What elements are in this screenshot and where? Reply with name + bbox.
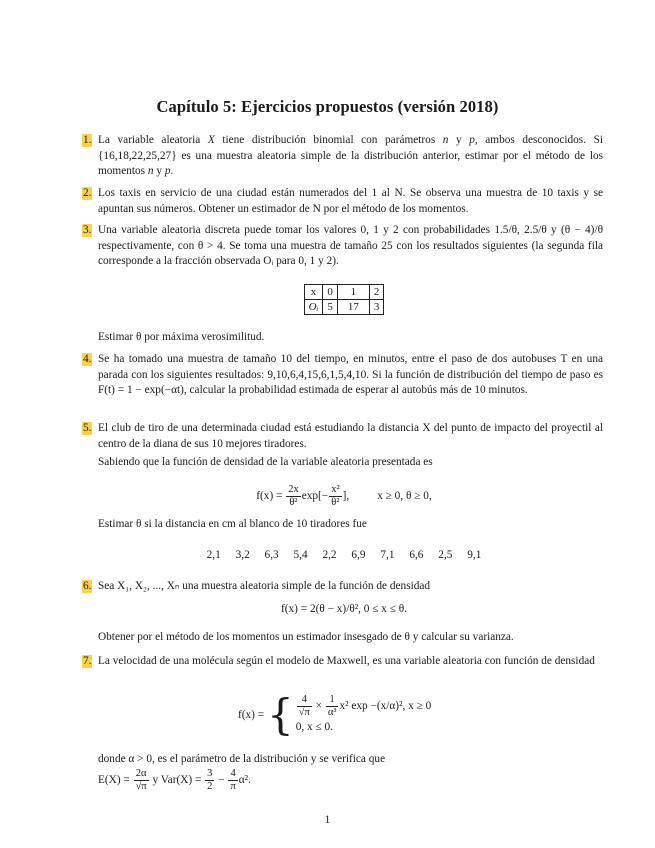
- table-row: [304, 285, 384, 300]
- exercise-number: 7.: [83, 655, 92, 667]
- exercise-6-question: Obtener por el método de los momentos un estimador insesgado de θ y calcular su varianza.: [98, 631, 514, 643]
- exercise-text: Se ha tomado una muestra de tamaño 10 del tiempo, en minutos, entre el paso de dos autobuses T en una parada con los siguientes resultados: 9,10,6,4,15,6,1,5,4,10. Si la función de distribución del tiempo de paso es F(t) = 1 − exp(−αt), calcular la probabilidad estimada de esperar al autobús más de 10 minutos.: [98, 353, 603, 397]
- table-row: [304, 300, 384, 315]
- exercise-2: [85, 186, 603, 217]
- exercise-number: 4.: [83, 353, 92, 365]
- data-value: 2,2: [322, 549, 337, 561]
- exercise-4: [85, 352, 603, 399]
- exercise-7: [85, 654, 603, 670]
- data-value: 6,3: [264, 549, 279, 561]
- page-number: 1: [324, 814, 331, 826]
- exercise-text: El club de tiro de una determinada ciudad está estudiando la distancia X del punto de impacto del proyectil al centro de la diana de sus 10 mejores tiradores.: [98, 422, 603, 450]
- data-value: 7,1: [380, 549, 395, 561]
- exercise-number: 5.: [83, 422, 92, 434]
- exercise-5-question: Estimar θ si la distancia en cm al blanco de 10 tiradores fue: [98, 518, 367, 530]
- exercise-3: [85, 223, 603, 270]
- density-formula-6: f(x) = 2(θ − x)/θ², 0 ≤ x ≤ θ.: [280, 603, 408, 615]
- table-cell: Oᵢ: [304, 300, 323, 315]
- exercise-text: Los taxis en servicio de una ciudad están numerados del 1 al N. Se observa una muestra de 10 taxis y se apuntan sus números. Obtener un estimador de N por el método de los momentos.: [98, 187, 603, 215]
- exercise-text: La velocidad de una molécula según el modelo de Maxwell, es una variable aleatoria con función de densidad: [98, 655, 595, 667]
- left-brace: {: [266, 690, 294, 739]
- data-value: 3,2: [235, 549, 250, 561]
- exercise-6: [85, 579, 603, 595]
- exercise-text: Una variable aleatoria discreta puede tomar los valores 0, 1 y 2 con probabilidades 1.5/θ, 2.5/θ y (θ − 4)/θ respectivamente, con θ > 4. Se toma una muestra de tamaño 25 con los resultados siguientes (la segunda fila corresponde a la fracción observada Oᵢ para 0, 1 y 2).: [98, 224, 603, 268]
- data-value: 9,1: [467, 549, 482, 561]
- data-value: 2,1: [206, 549, 221, 561]
- moments-formula: E(X) = $\frac{2\alpha}{√\pi}$ y Var(X) = $\frac{3}{2}$ − $\frac{4}{\pi}$ α².: [98, 768, 251, 792]
- table-cell: 5: [323, 300, 338, 315]
- exercise-number: 1.: [83, 134, 92, 146]
- data-value: 5,4: [293, 549, 308, 561]
- exercise-1: [85, 133, 603, 180]
- maxwell-density: f(x) = { $\frac{4}{√\pi}$ × $\frac{1}{\text{α³}}$ x² exp −(x/α)², x ≥ 0 0, x ≤ 0.: [238, 690, 432, 739]
- exercise-text: La variable aleatoria X tiene distribución binomial con parámetros n y p, ambos desconocidos. Si {16,18,22,25,27} es una muestra aleatoria simple de la distribución anterior, estimar por el método de los momentos n y p.: [98, 134, 604, 178]
- table-cell: 0: [323, 285, 338, 300]
- table-cell: 2: [369, 285, 384, 300]
- observation-table: [304, 284, 385, 315]
- data-value: 2,5: [438, 549, 453, 561]
- table-cell: 3: [369, 300, 384, 315]
- observation-table-wrap: [85, 284, 603, 315]
- table-cell: x: [304, 285, 323, 300]
- exercise-3-question: Estimar θ por máxima verosimilitud.: [98, 331, 265, 343]
- density-formula: f(x) = $\frac{2x}{\text{θ²}}$ exp[− $\frac{\text{x²}}{\text{θ²}}$ ], x ≥ 0, θ ≥ 0,: [256, 484, 432, 508]
- exercise-number: 2.: [83, 187, 92, 199]
- exercise-5: [85, 421, 603, 452]
- exercise-7-note: donde α > 0, es el parámetro de la distribución y se verifica que: [98, 753, 386, 765]
- page-title: Capítulo 5: Ejercicios propuestos (versión 2018): [156, 97, 499, 116]
- distance-data: [85, 549, 603, 561]
- exercise-number: 3.: [83, 224, 92, 236]
- table-cell: 17: [337, 300, 369, 315]
- exercise-5-para: Sabiendo que la función de densidad de la variable aleatoria presentada es: [98, 456, 433, 468]
- data-value: 6,9: [351, 549, 366, 561]
- table-cell: 1: [337, 285, 369, 300]
- exercise-number: 6.: [83, 580, 92, 592]
- exercise-text: Sea X₁, X₂, ..., Xₙ una muestra aleatoria simple de la función de densidad: [98, 580, 431, 592]
- data-value: 6,6: [409, 549, 424, 561]
